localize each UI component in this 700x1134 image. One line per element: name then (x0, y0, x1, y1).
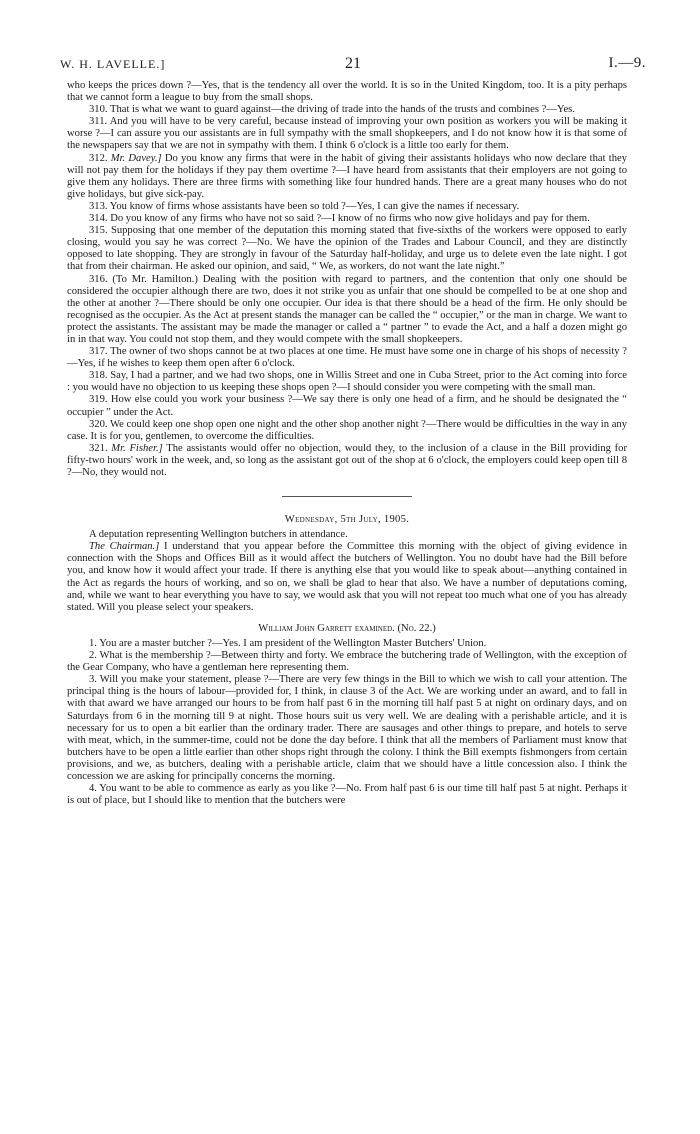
paragraph: 3. Will you make your statement, please ?—There are very few things in the Bill to which we wish to call your attention. The principal thing is the hours of labour—provided for, I think, in clause 3 of the Act. We are working under an award, and to fall in with that award we have arranged our hours to be from half past 6 in the morning till half past 5 at night on ordinary days, and on Saturdays from 6 in the morning till 9 at night. Those hours suit us very well. We are dealing with a perishable article, and it is necessary for us to open a bit earlier than the ordinary trader. There are sausages and other things to prepare, and hotels to serve with meat, which, in the summer-time, could not be done the day before. I think that all the members of Parliament must know that butchers have to be open a little earlier than other shops right through the colony. I think the Bill exempts fishmongers from certain provisions, and we, as butchers, dealing with a perishable article, claim that we should have a little concession also. I think the concession we are asking for principally concerns the morning. (67, 674, 627, 782)
paragraph-text: Do you know any firms that were in the habit of giving their assistants holidays who now declare that they will not pay them for the holidays if they pay them overtime ?—I have heard from assistants that their employers are not going to give them any holidays. There are three firms with something like four hundred hands. There are a great many houses who do not give holidays, but give sick-pay. (67, 152, 628, 200)
section-divider (282, 496, 412, 497)
paragraph: 310. That is what we want to guard against—the driving of trade into the hands of the trusts and combines ?—Yes. (89, 104, 575, 116)
witness-heading-text: William John Garrett examined. (No. 22.) (258, 622, 436, 634)
question-number: 321. (89, 442, 112, 454)
paragraph-text: The assistants would offer no objection, would they, to the inclusion of a clause in the Bill providing for fifty-two hours' work in the week, and, so long as the assistant got out of the shop at 6 o'clock, the employers could keep open till 8 ?—No, they would not. (67, 442, 628, 478)
page-number: 21 (345, 55, 361, 72)
paragraph: 316. (To Mr. Hamilton.) Dealing with the position with regard to partners, and the contention that only one should be considered the occupier although there are two, does it not strike you as unfair that one should be compelled to be at one shop and the other at another ?—There should be only one occupier. Our idea is that there should be a head of the firm. He only should be recognised as the occupier. As the Act at present stands the manager can be called the “ occupier,” or the man in charge. We want to protect the assistants. The assistant may be made the manager or called a “ partner ” to evade the Act, and a half a dozen might go in in that way. You could not stop them, and they would compete with the small shopkeepers. (67, 273, 627, 345)
evidence-part-2 (67, 638, 627, 807)
paragraph (67, 153, 627, 201)
paragraph: 320. We could keep one shop open one night and the other shop another night ?—There would be difficulties in the way in any case. It is for you, gentlemen, to overcome the difficulties. (67, 418, 627, 442)
paragraph-text: I understand that you appear before the Committee this morning with the object of giving evidence in connection with the Shops and Offices Bill as it would affect the butchers of Wellington. You no doubt have had the Bill before you, and know how it would affect your trade. If there is anything else that you would like to speak about—anything contained in the Act as regards the hours of working, and so on, we shall be glad to hear that also. We have a number of deputations coming, and, while we want to hear everything you have to say, we would ask that you will not repeat too much what one of you has already stated. Will you please select your speakers. (67, 541, 627, 613)
question-number: 312. (89, 152, 111, 164)
paragraph: 313. You know of firms whose assistants have been so told ?—Yes, I can give the names if necessary. (89, 200, 520, 212)
paragraph (67, 443, 627, 479)
document-body (67, 80, 627, 807)
speaker-label: Mr. Fisher.] (111, 442, 163, 454)
paragraph: 318. Say, I had a partner, and we had two shops, one in Willis Street and one in Cuba Street, prior to the Act coming into force : you would have no objection to us keeping these shops open ?—I should consider you were competing with the small man. (67, 370, 627, 394)
paragraph: A deputation representing Wellington butchers in attendance. (89, 529, 348, 541)
page-header (60, 57, 646, 77)
paragraph: 311. And you will have to be very careful, because instead of improving your own position as workers you will be making it worse ?—I can assure you our assistants are in full sympathy with the small shopkeepers, and I do not know how it is that some of the newspapers say that we are not in sympathy with them. I think 6 o'clock is a little too early for them. (67, 116, 627, 152)
date-heading: Wednesday, 5th July, 1905. (284, 514, 410, 526)
paragraph (67, 541, 627, 614)
paragraph: 319. How else could you work your business ?—We say there is only one head of a firm, and he should be designated the “ occupier ” under the Act. (67, 394, 627, 418)
witness-heading (67, 623, 627, 635)
paper-reference: I.—9. (608, 55, 646, 71)
witness-name-header: W. H. LAVELLE.] (60, 57, 166, 71)
deputation-intro (67, 529, 627, 614)
paragraph: 4. You want to be able to commence as early as you like ?—No. From half past 6 is our time till half past 5 at night. Perhaps it is out of place, but I should like to mention that the butchers were (67, 783, 627, 807)
speaker-label: Mr. Davey.] (110, 152, 162, 164)
paragraph: 1. You are a master butcher ?—Yes. I am president of the Wellington Master Butchers' Union. (89, 637, 487, 649)
paragraph: 314. Do you know of any firms who have not so said ?—I know of no firms who now give holidays and pay for them. (89, 213, 590, 225)
paragraph: 317. The owner of two shops cannot be at two places at one time. He must have some one in charge of his shops of necessity ?—Yes, if he wishes to keep them open after 6 o'clock. (67, 346, 627, 370)
paragraph: 2. What is the membership ?—Between thirty and forty. We embrace the butchering trade of Wellington, with the exception of the Gear Company, who have a gentleman here representing them. (67, 650, 627, 674)
speaker-label: The Chairman.] (89, 541, 160, 553)
paragraph: who keeps the prices down ?—Yes, that is the tendency all over the world. It is so in the United Kingdom, too. It is a pity perhaps that we cannot form a league to buy from the small shops. (67, 80, 627, 104)
paragraph: 315. Supposing that one member of the deputation this morning stated that five-sixths of the workers were opposed to early closing, would you say he was correct ?—No. We have the opinion of the Trades and Labour Council, and they are distinctly opposed to late shopping. They are strongly in favour of the Saturday half-holiday, and urge us to delete even the late night. I got that from their chairman. He asked our opinion, and said, “ We, as workers, do not want the late night.” (67, 225, 627, 273)
evidence-part-1 (67, 80, 627, 479)
